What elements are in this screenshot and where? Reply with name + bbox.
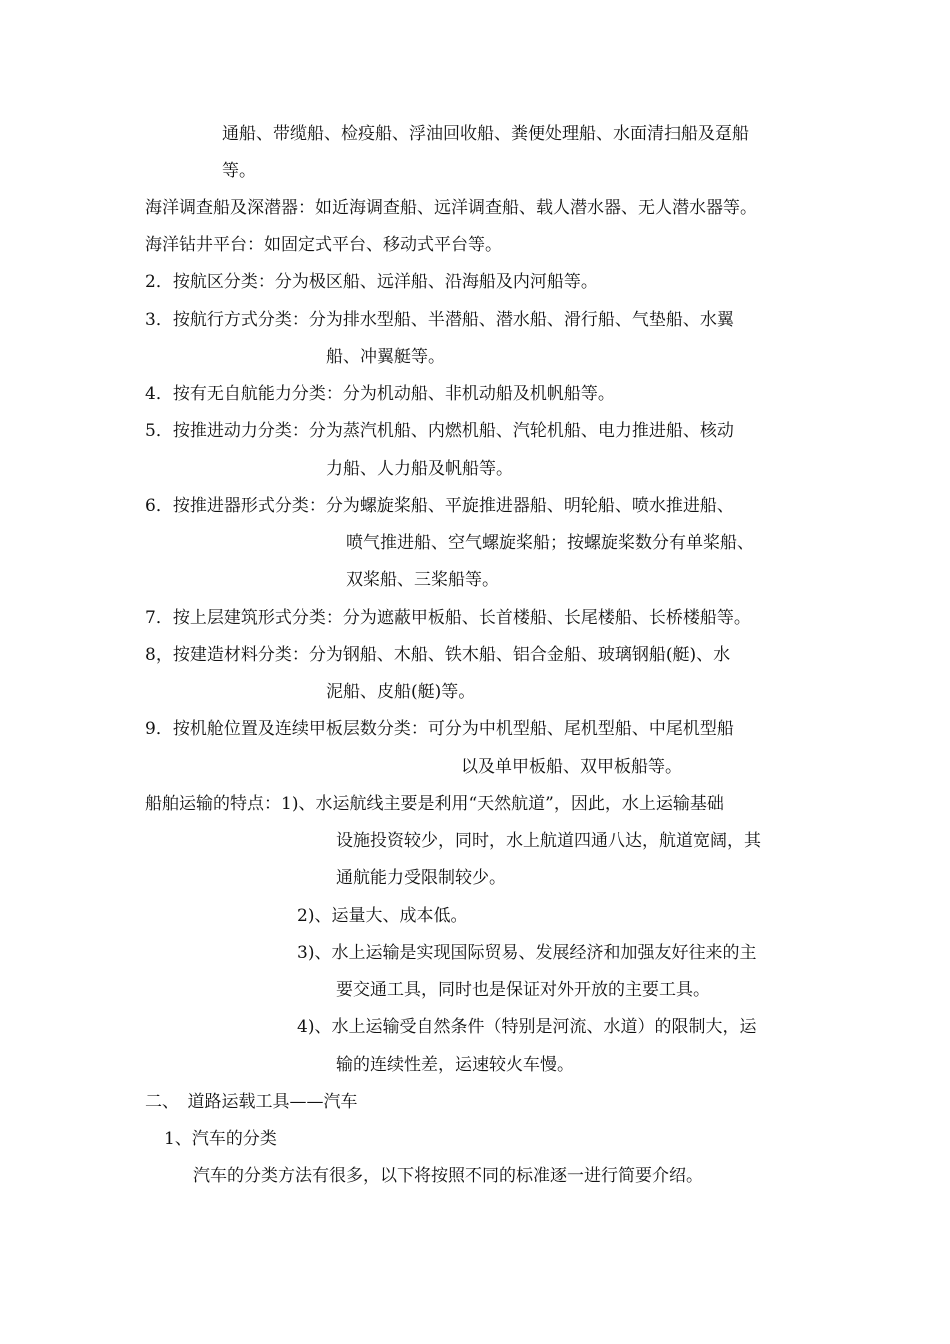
- text-line: 喷气推进船、空气螺旋桨船；按螺旋桨数分有单桨船、: [346, 533, 754, 553]
- text-line: 6．按推进器形式分类：分为螺旋桨船、平旋推进器船、明轮船、喷水推进船、: [145, 496, 734, 516]
- text-line: 输的连续性差，运速较火车慢。: [336, 1055, 574, 1075]
- text-line: 汽车的分类方法有很多，以下将按照不同的标准逐一进行简要介绍。: [193, 1166, 703, 1186]
- text-line: 船舶运输的特点：1)、水运航线主要是利用“天然航道”，因此，水上运输基础: [145, 794, 724, 814]
- text-line: 8，按建造材料分类：分为钢船、木船、铁木船、铝合金船、玻璃钢船(艇)、水: [145, 645, 731, 665]
- text-line: 2)、运量大、成本低。: [297, 906, 468, 926]
- text-line: 4)、水上运输受自然条件（特别是河流、水道）的限制大，运: [297, 1017, 757, 1037]
- text-line: 3．按航行方式分类：分为排水型船、半潜船、潜水船、滑行船、气垫船、水翼: [145, 310, 734, 330]
- text-line: 海洋钻井平台：如固定式平台、移动式平台等。: [145, 235, 502, 255]
- text-line: 通船、带缆船、检疫船、浮油回收船、粪便处理船、水面清扫船及趸船: [222, 124, 749, 144]
- text-line: 海洋调查船及深潜器：如近海调查船、远洋调查船、载人潜水器、无人潜水器等。: [145, 198, 757, 218]
- text-line: 以及单甲板船、双甲板船等。: [461, 757, 682, 777]
- text-line: 船、冲翼艇等。: [326, 347, 445, 367]
- text-line: 等。: [222, 161, 256, 181]
- section-heading: 二、 道路运载工具——汽车: [145, 1092, 358, 1112]
- text-line: 5．按推进动力分类：分为蒸汽机船、内燃机船、汽轮机船、电力推进船、核动: [145, 421, 734, 441]
- text-line: 通航能力受限制较少。: [336, 868, 506, 888]
- text-line: 力船、人力船及帆船等。: [326, 459, 513, 479]
- text-line: 3)、水上运输是实现国际贸易、发展经济和加强友好往来的主: [297, 943, 757, 963]
- text-line: 7．按上层建筑形式分类：分为遮蔽甲板船、长首楼船、长尾楼船、长桥楼船等。: [145, 608, 751, 628]
- text-line: 2．按航区分类：分为极区船、远洋船、沿海船及内河船等。: [145, 272, 598, 292]
- text-line: 泥船、皮船(艇)等。: [326, 682, 476, 702]
- subsection-heading: 1、汽车的分类: [164, 1129, 277, 1149]
- text-line: 4．按有无自航能力分类：分为机动船、非机动船及机帆船等。: [145, 384, 615, 404]
- text-line: 要交通工具，同时也是保证对外开放的主要工具。: [336, 980, 710, 1000]
- text-line: 9．按机舱位置及连续甲板层数分类：可分为中机型船、尾机型船、中尾机型船: [145, 719, 734, 739]
- text-line: 双桨船、三桨船等。: [346, 570, 499, 590]
- text-line: 设施投资较少，同时，水上航道四通八达，航道宽阔，其: [336, 831, 761, 851]
